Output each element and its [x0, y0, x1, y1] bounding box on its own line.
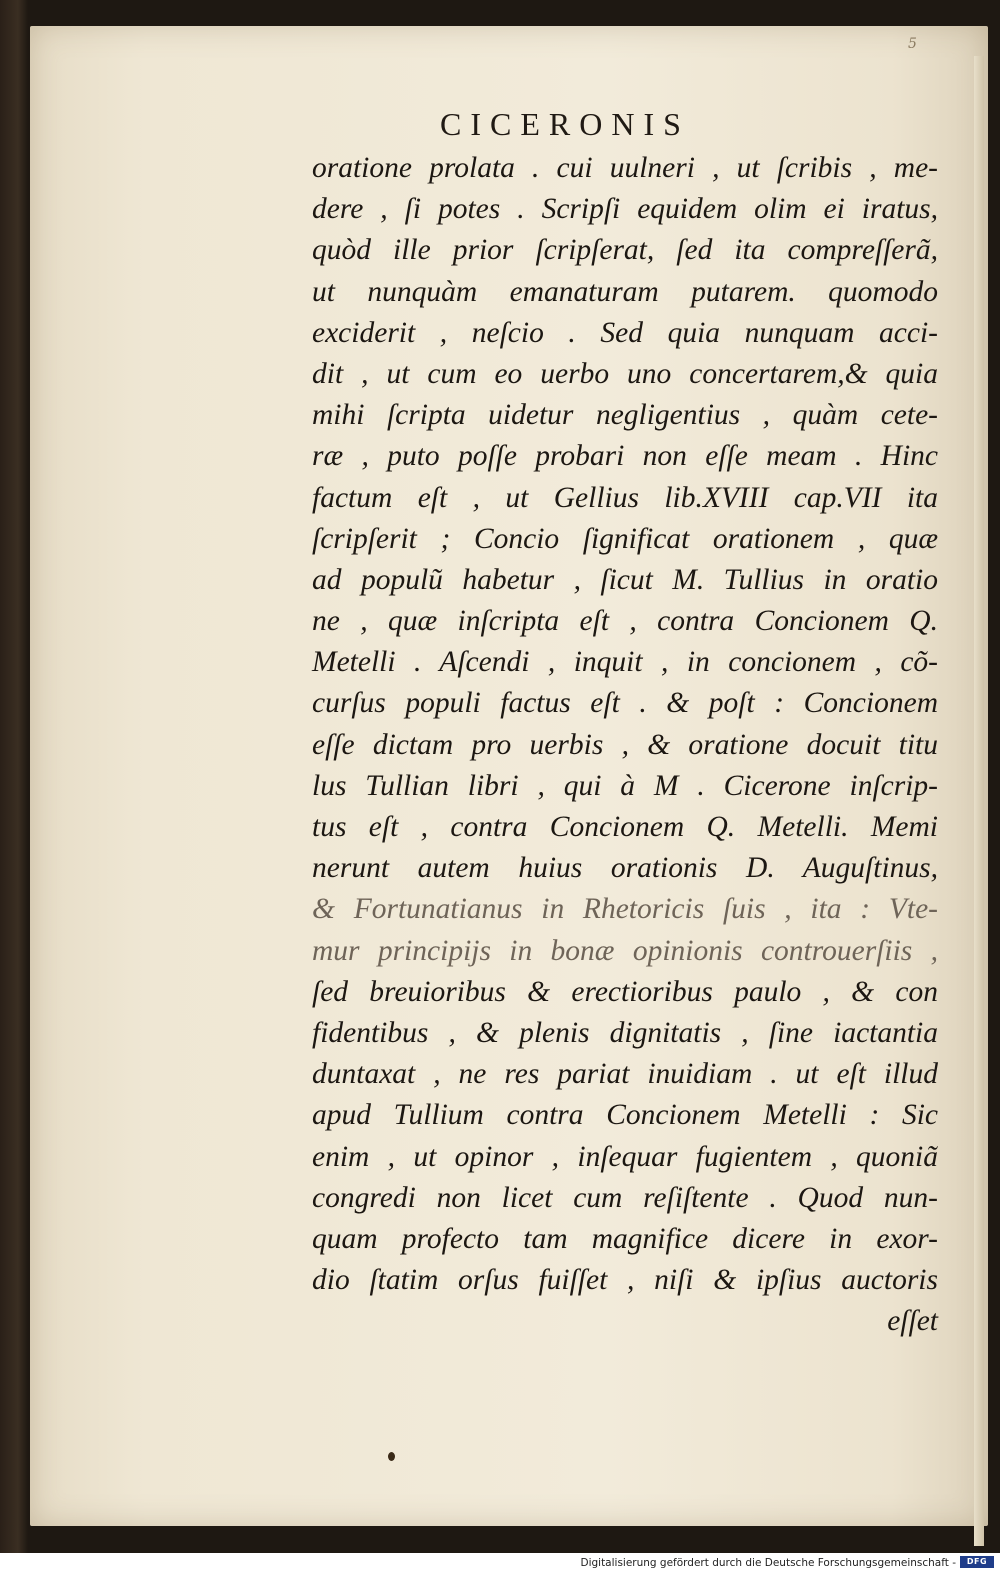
text-line: dit , ut cum eo uerbo uno concertarem,& quia: [312, 357, 938, 390]
text-line: apud Tullium contra Concionem Metelli : Sic: [312, 1099, 938, 1132]
text-line: quam profecto tam magnifice dicere in exor-: [312, 1222, 938, 1255]
text-line: ræ , puto poſſe probari non eſſe meam . Hinc: [312, 440, 938, 473]
text-line: & Fortunatianus in Rhetoricis ſuis , ita : Vte-: [312, 893, 938, 926]
text-line: dere , ſi potes . Scripſi equidem olim ei iratus,: [312, 193, 938, 226]
text-line: factum eſt , ut Gellius lib.XVIII cap.VII ita: [312, 481, 938, 514]
text-line: ne , quæ inſcripta eſt , contra Concionem Q.: [312, 605, 938, 638]
catchword: eſſet: [887, 1305, 938, 1338]
text-line: tus eſt , contra Concionem Q. Metelli. Memi: [312, 811, 938, 843]
dfg-logo-icon: DFG: [960, 1556, 994, 1568]
text-block: [312, 148, 938, 1342]
page-edge: [974, 56, 984, 1546]
text-line: enim , ut opinor , inſequar fugientem , quoniã: [312, 1140, 938, 1173]
running-head: CICERONIS: [440, 106, 690, 142]
text-line: Metelli . Aſcendi , inquit , in concionem , cõ-: [312, 646, 938, 679]
text-line: lus Tullian libri , qui à M . Cicerone inſcrip-: [312, 769, 938, 802]
text-line: ad populũ habetur , ſicut M. Tullius in oratio: [312, 563, 938, 596]
text-line: congredi non licet cum reſiſtente . Quod nun-: [312, 1181, 938, 1214]
text-line: eſſe dictam pro uerbis , & oratione docuit titu: [312, 728, 938, 761]
text-line: quòd ille prior ſcripſerat, ſed ita compreſſerã,: [312, 234, 938, 267]
text-line: mur principijs in bonæ opinionis controuerſiis ,: [312, 934, 938, 967]
funding-note: Digitalisierung gefördert durch die Deutsche Forschungsgemeinschaft -: [580, 1557, 956, 1569]
text-line: mihi ſcripta uidetur negligentius , quàm cete-: [312, 399, 938, 432]
text-line: fidentibus , & plenis dignitatis , ſine iactantia: [312, 1016, 938, 1049]
footer-bar: [0, 1553, 1000, 1571]
text-line: duntaxat , ne res pariat inuidiam . ut eſt illud: [312, 1058, 938, 1091]
text-line: curſus populi factus eſt . & poſt : Concionem: [312, 687, 938, 720]
text-line: dio ſtatim orſus fuiſſet , niſi & ipſius auctoris: [312, 1264, 938, 1297]
text-line: exciderit , neſcio . Sed quia nunquam acci-: [312, 316, 938, 349]
text-line: nerunt autem huius orationis D. Auguſtinus,: [312, 852, 938, 885]
text-line: ſcripſerit ; Concio ſignificat orationem , quæ: [312, 522, 938, 555]
text-line: ut nunquàm emanaturam putarem. quomodo: [312, 275, 938, 308]
text-line: oratione prolata . cui uulneri , ut ſcribis , me-: [312, 152, 938, 184]
text-line: ſed breuioribus & erectioribus paulo , & con: [312, 975, 938, 1008]
ink-spot: [388, 1452, 395, 1461]
folio-mark: 5: [908, 36, 917, 52]
